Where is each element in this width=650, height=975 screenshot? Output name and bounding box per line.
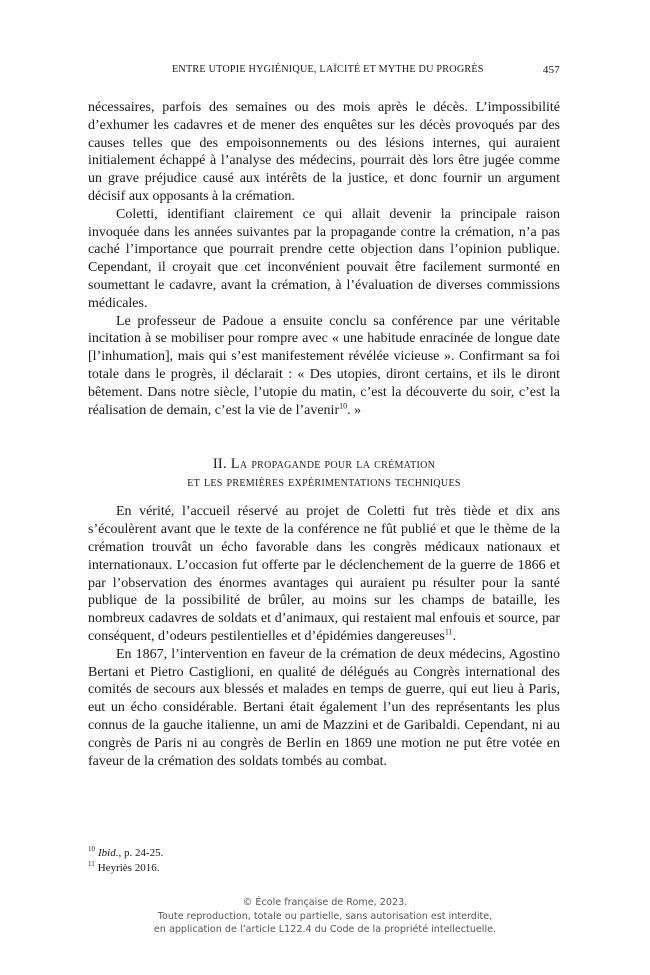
- footnote-text: , p. 24-25.: [118, 847, 164, 859]
- footnote-reference: 11: [444, 627, 453, 637]
- footnote: [88, 846, 560, 861]
- paragraph: Coletti, identifiant clairement ce qui allait devenir la principale raison invoquée dans les années suivantes par la propagande contre la crémation, n’a pas caché l’importance que pourrait prendre cette objection dans l’opinion publique. Cependant, il croyait que cet inconvénient pouvait être facilement surmonté en soumettant le cadavre, avant la crémation, à l’évaluation de diverses commissions médicales.: [88, 206, 560, 311]
- section-heading: [88, 455, 560, 491]
- footnote-italic: Ibid.: [98, 847, 119, 859]
- paragraph: nécessaires, parfois des semaines ou des mois après le décès. L’impossibilité d’exhumer les cadavres et de mener des enquêtes sur les décès provoqués par des causes telles que des empoisonnements ou des lésions internes, qui auraient initialement échappé à l’analyse des médecins, pourrait dès lors être jugée comme un grave préjudice causé aux intérêts de la justice, et donc fournir un argument décisif aux opposants à la crémation.: [88, 100, 560, 204]
- section-heading-line: II. La propagande pour la crémation: [212, 456, 436, 473]
- footnote-number: 10: [88, 845, 95, 854]
- section-heading-line: et les premières expérimentations techniques: [187, 474, 461, 491]
- footnotes: [88, 846, 560, 876]
- copyright-line: Toute reproduction, totale ou partielle, sans autorisation est interdite,: [157, 910, 493, 922]
- copyright-line: en application de l’article L122.4 du Code de la propriété intellectuelle.: [153, 924, 497, 935]
- page-number: 457: [542, 64, 560, 76]
- footnote-number: 11: [88, 860, 95, 869]
- running-head: [88, 64, 560, 78]
- paragraph-text: En vérité, l’accueil réservé au projet de Coletti fut très tiède et dix ans s’écoulèrent avant que le texte de la conférence ne fût publié et que le thème de la crémation trouvât un écho favorable dans les congrès médicaux nationaux et internationaux. L’occasion fut offerte par le déclenchement de la guerre de 1866 et par l’observation des énormes avantages qui auraient pu résulter pour la santé publique de la possibilité de brûler, au moins sur les champs de bataille, les nombreux cadavres de soldats et d’animaux, qui restaient mal enfouis et source, par conséquent, d’odeurs pestilentielles et d’épidémies dangereuses: [88, 504, 560, 644]
- footnote-reference: 10: [339, 400, 348, 410]
- paragraph-text: Le professeur de Padoue a ensuite conclu sa conférence par une véritable incitation à se mobiliser pour rompre avec « une habitude enracinée de longue date [l’inhumation], mais qui s’est manifestement révélée vicieuse ». Confirmant sa foi totale dans le progrès, il déclarait : « Des utopies, diront certains, et ils le diront bêtement. Dans notre siècle, l’utopie du matin, c’est la découverte du soir, c’est la réalisation de demain, c’est la vie de l’avenir: [88, 313, 560, 418]
- quote-close: . »: [347, 402, 362, 418]
- copyright-line: © École française de Rome, 2023.: [242, 897, 408, 908]
- footnote-text: Heyriès 2016.: [97, 862, 160, 874]
- copyright-notice: [0, 896, 650, 937]
- body-text: [88, 99, 560, 770]
- running-title: ENTRE UTOPIE HYGIÉNIQUE, LAÏCITÉ ET MYTHE DU PROGRÈS: [172, 64, 484, 75]
- paragraph: [88, 313, 560, 420]
- paragraph-end: .: [452, 628, 457, 644]
- footnote: [88, 861, 560, 876]
- paragraph: [88, 503, 560, 645]
- paragraph: En 1867, l’intervention en faveur de la crémation de deux médecins, Agostino Bertani et Pietro Castiglioni, en qualité de délégués au Congrès international des comités de secours aux blessés et malades en temps de guerre, qui eut lieu à Paris, eut un écho considérable. Bertani était également l’un des représentants les plus connus de la gauche italienne, un ami de Mazzini et de Garibaldi. Cependant, ni au congrès de Paris ni au congrès de Berlin en 1869 une motion ne put être votée en faveur de la crémation des soldats tombés au combat.: [88, 646, 560, 769]
